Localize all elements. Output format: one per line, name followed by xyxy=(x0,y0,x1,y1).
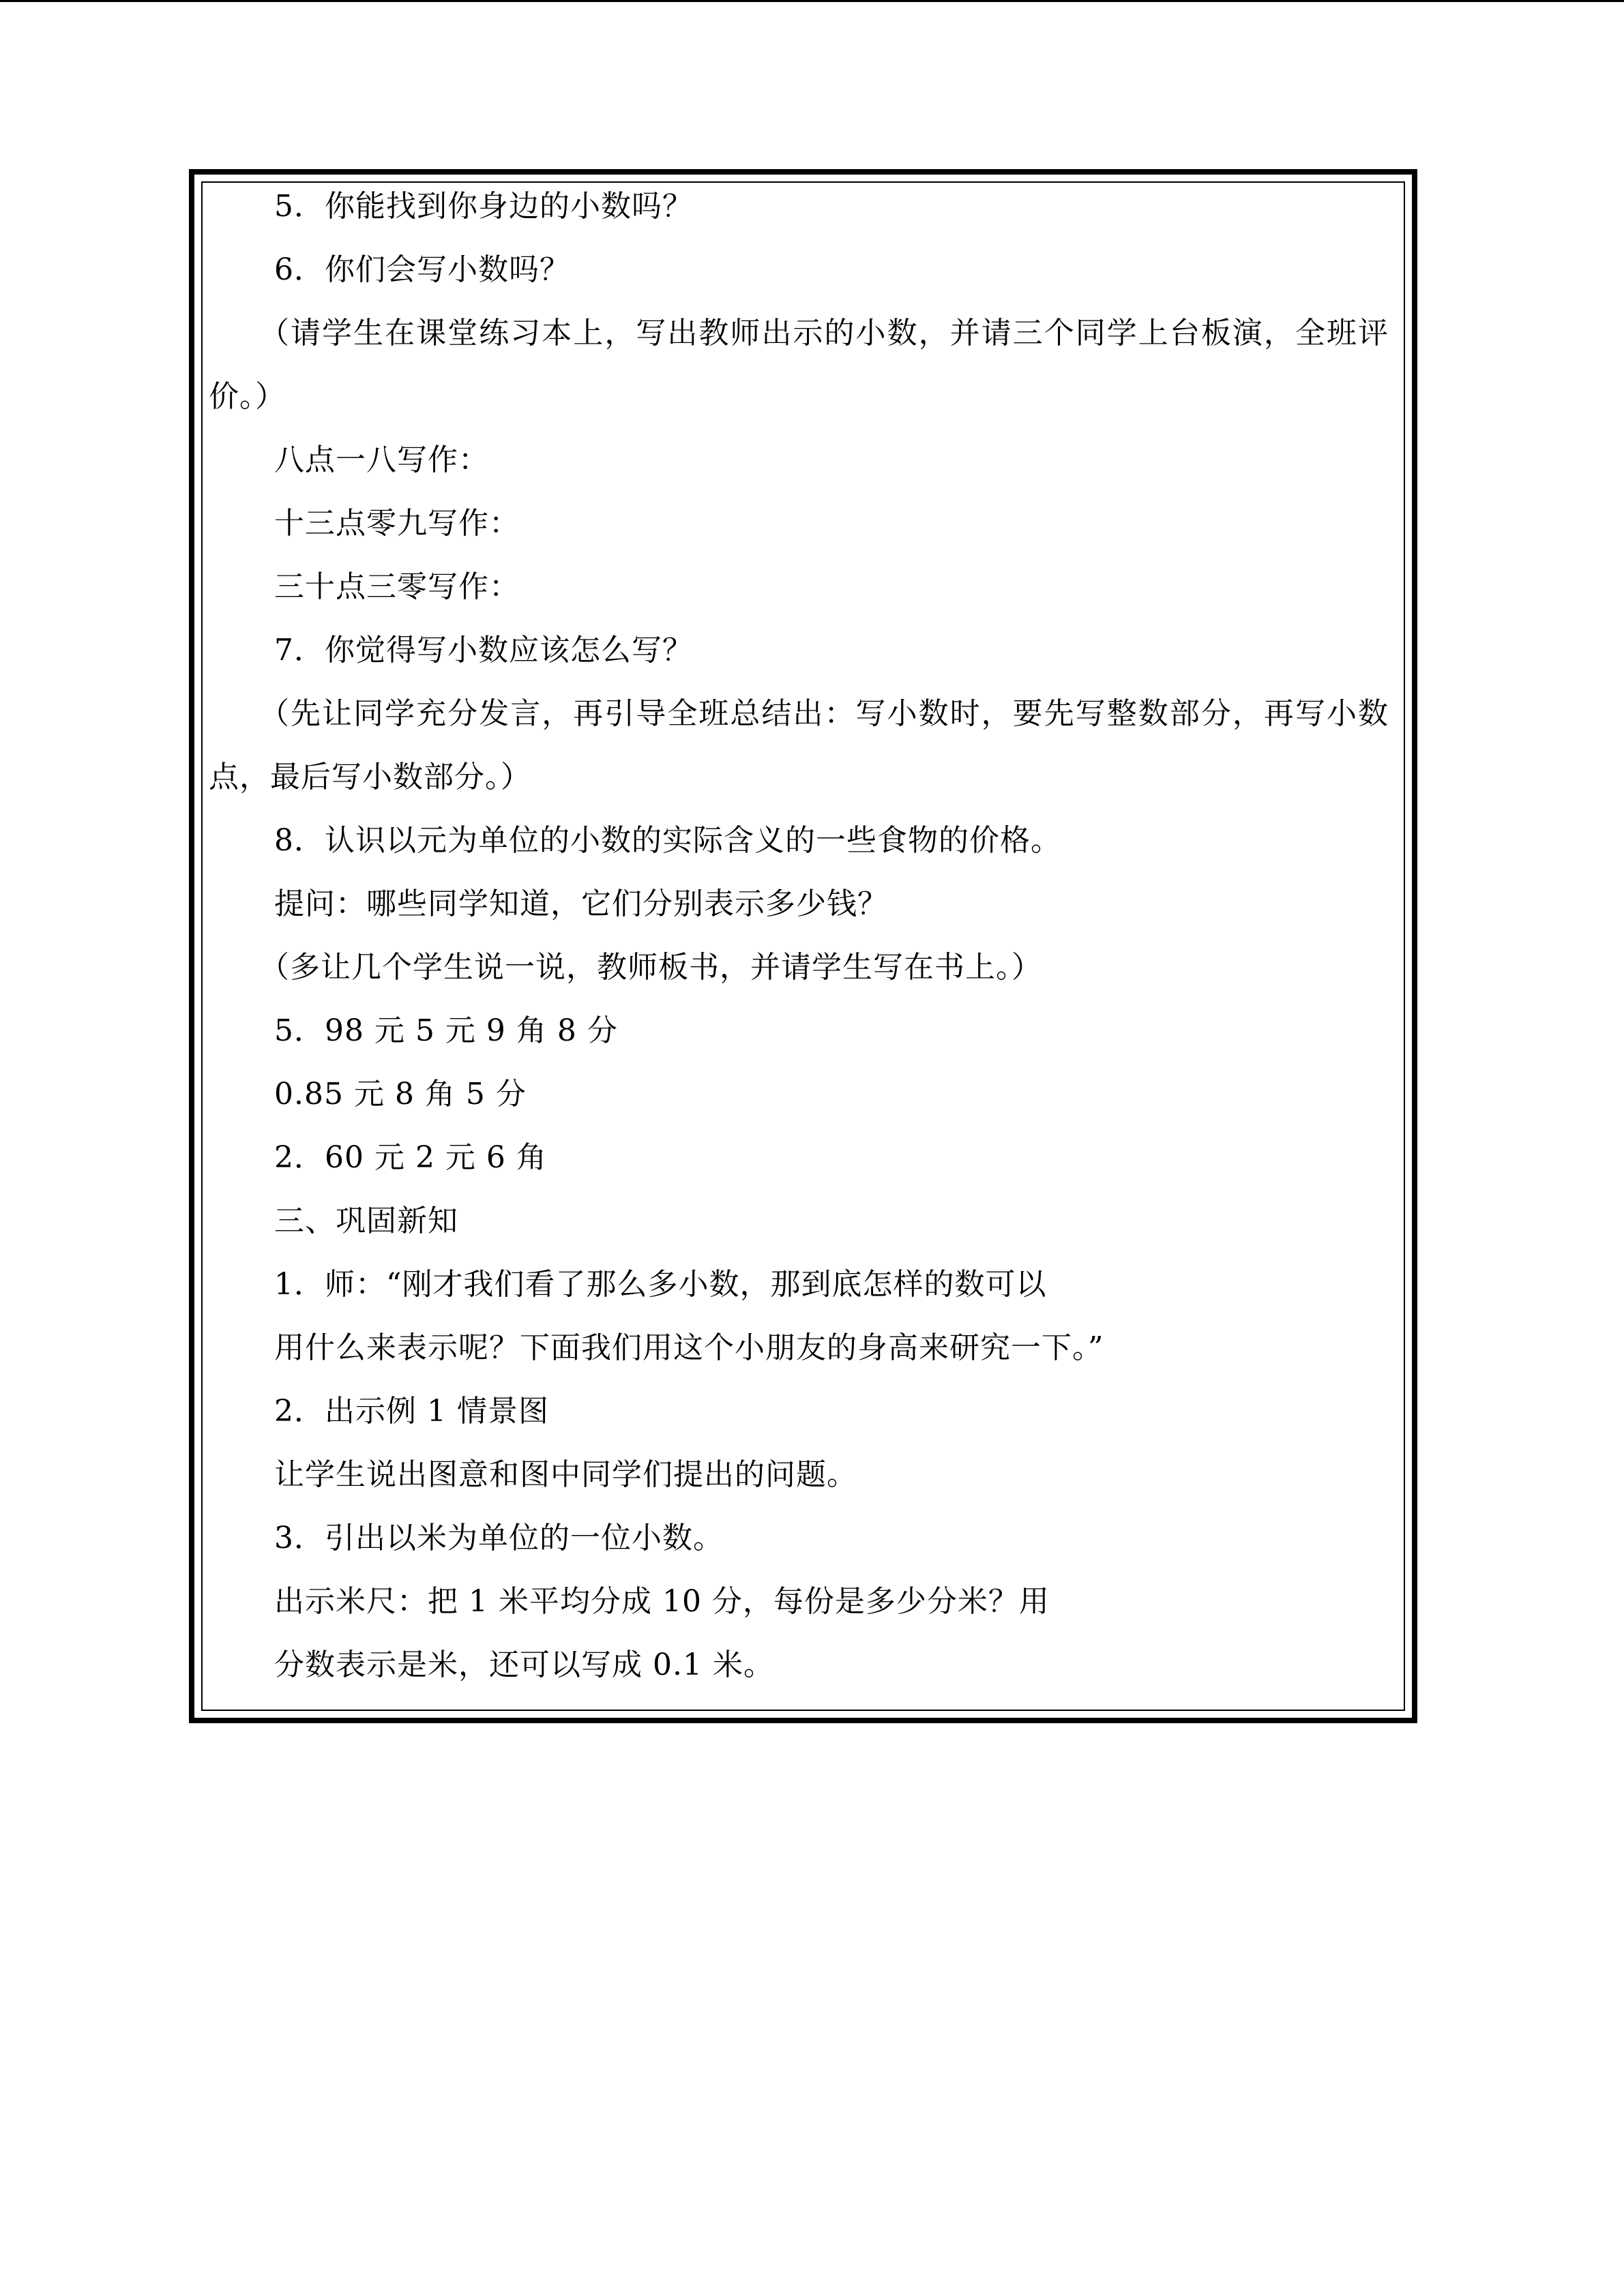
section-heading: 三、巩固新知 xyxy=(274,1204,458,1238)
paragraph-3: （请学生在课堂练习本上，写出教师出示的小数，并请三个同学上台板演，全班评价。） xyxy=(209,316,1389,414)
paragraph-7: 7．你觉得写小数应该怎么写？ xyxy=(274,633,693,668)
paragraph-2: 6．你们会写小数吗？ xyxy=(274,252,570,287)
paragraph-16: 1．师：“刚才我们看了那么多小数，那到底怎样的数可以 xyxy=(274,1267,1047,1302)
paragraph-9: 8．认识以元为单位的小数的实际含义的一些食物的价格。 xyxy=(274,823,1061,858)
paragraph-22: 分数表示是米，还可以写成 0.1 米。 xyxy=(274,1648,774,1682)
lesson-text xyxy=(209,175,1389,1697)
paragraph-11: （多让几个学生说一说，教师板书，并请学生写在书上。） xyxy=(259,950,1042,985)
page-top-rule xyxy=(0,0,1624,2)
paragraph-20: 3．引出以米为单位的一位小数。 xyxy=(274,1521,724,1555)
paragraph-19: 让学生说出图意和图中同学们提出的问题。 xyxy=(274,1457,857,1492)
text-box-frame xyxy=(189,169,1417,1723)
paragraph-21: 出示米尺：把 1 米平均分成 10 分，每份是多少分米？用 xyxy=(274,1584,1050,1619)
paragraph-12: 5．98 元 5 元 9 角 8 分 xyxy=(274,1013,618,1048)
paragraph-5: 十三点零九写作： xyxy=(274,506,520,541)
paragraph-17: 用什么来表示呢？下面我们用这个小朋友的身高来研究一下。” xyxy=(274,1330,1104,1365)
paragraph-6: 三十点三零写作： xyxy=(274,569,520,604)
paragraph-13: 0.85 元 8 角 5 分 xyxy=(274,1077,527,1112)
paragraph-14: 2．60 元 2 元 6 角 xyxy=(274,1140,547,1175)
paragraph-8: （先让同学充分发言，再引导全班总结出：写小数时，要先写整数部分，再写小数点，最后写小数部分。） xyxy=(209,696,1389,794)
paragraph-4: 八点一八写作： xyxy=(274,443,489,477)
paragraph-10: 提问：哪些同学知道，它们分别表示多少钱？ xyxy=(274,886,888,921)
paragraph-1: 5．你能找到你身边的小数吗？ xyxy=(274,189,693,224)
paragraph-18: 2．出示例 1 情景图 xyxy=(274,1394,549,1429)
